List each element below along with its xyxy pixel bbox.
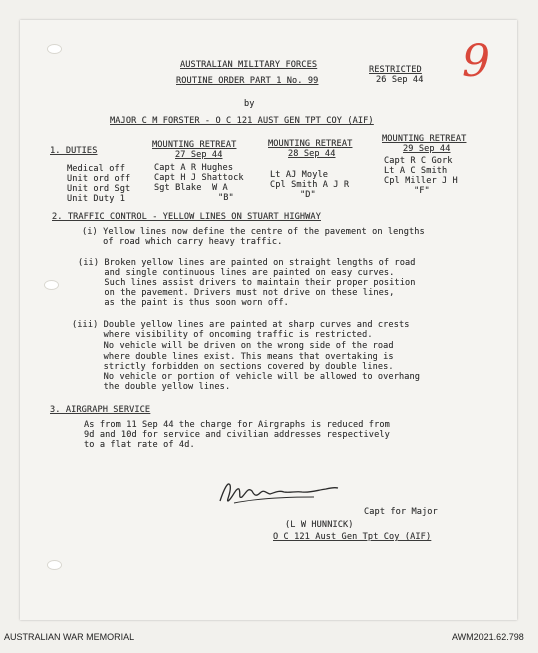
traffic-para-line: strictly forbidden on sections covered by double lines. (72, 362, 394, 372)
airgraph-line: to a flat rate of 4d. (84, 440, 195, 450)
airgraph-heading: 3. AIRGRAPH SERVICE (50, 405, 151, 415)
traffic-para-line: Such lines assist drivers to maintain their proper position (78, 278, 416, 288)
duty-name: Cpl Miller J H (384, 176, 458, 186)
duty-role: Unit ord Sgt (67, 184, 131, 194)
traffic-para-line: as the paint is thus soon worn off. (78, 298, 289, 308)
duty-column-date: 27 Sep 44 (175, 150, 223, 160)
traffic-para-line: on the pavement. Drivers must not drive on these lines, (78, 288, 395, 298)
routine-order-number: ROUTINE ORDER PART 1 No. 99 (176, 76, 319, 86)
document-title: AUSTRALIAN MILITARY FORCES (180, 60, 318, 70)
duty-role: Unit ord off (67, 174, 131, 184)
punch-hole-bottom (47, 560, 62, 570)
catalogue-number: AWM2021.62.798 (452, 632, 524, 642)
duty-column-title: MOUNTING RETREAT (268, 139, 353, 149)
duty-name: Cpl Smith A J R (270, 180, 350, 190)
duty-group: "F" (414, 186, 430, 196)
traffic-para-line: (i) Yellow lines now define the centre of the pavement on lengths (82, 227, 425, 237)
duty-name: Capt R C Gork (384, 156, 453, 166)
airgraph-line: As from 11 Sep 44 the charge for Airgraphs is reduced from (84, 420, 390, 430)
restricted-label: RESTRICTED (369, 65, 422, 75)
airgraph-line: 9d and 10d for service and civilian addresses respectively (84, 430, 390, 440)
traffic-para-line: (ii) Broken yellow lines are painted on straight lengths of road (78, 258, 416, 268)
duty-role: Medical off (67, 164, 126, 174)
duty-column-date: 29 Sep 44 (403, 144, 451, 154)
signatory-capacity: Capt for Major (364, 507, 438, 517)
order-date: 26 Sep 44 (376, 75, 424, 85)
handwritten-page-number: 9 (462, 36, 490, 87)
duty-role: Unit Duty 1 (67, 194, 126, 204)
duty-column-title: MOUNTING RETREAT (152, 140, 237, 150)
duty-name: Lt AJ Moyle (270, 170, 329, 180)
institution-credit: AUSTRALIAN WAR MEMORIAL (4, 632, 135, 642)
issuing-officer: MAJOR C M FORSTER - O C 121 AUST GEN TPT COY (AIF) (110, 116, 374, 126)
traffic-para-line: (iii) Double yellow lines are painted at sharp curves and crests (72, 320, 410, 330)
duty-group: "D" (300, 190, 316, 200)
duty-name: Lt A C Smith (384, 166, 448, 176)
handwritten-signature (214, 475, 344, 509)
duty-name: Sgt Blake W A (154, 183, 228, 193)
traffic-heading: 2. TRAFFIC CONTROL - YELLOW LINES ON STUART HIGHWAY (52, 212, 321, 222)
signatory-unit: O C 121 Aust Gen Tpt Coy (AIF) (273, 532, 432, 542)
duty-name: Capt A R Hughes (154, 163, 234, 173)
traffic-para-line: of road which carry heavy traffic. (82, 237, 283, 247)
duty-column-title: MOUNTING RETREAT (382, 134, 467, 144)
traffic-para-line: where double lines exist. This means that overtaking is (72, 352, 394, 362)
traffic-para-line: the double yellow lines. (72, 382, 231, 392)
traffic-para-line: No vehicle or portion of vehicle will be allowed to overhang (72, 372, 421, 382)
duty-group: "B" (218, 193, 234, 203)
traffic-para-line: and single continuous lines are painted on easy curves. (78, 268, 395, 278)
duties-heading: 1. DUTIES (50, 146, 98, 156)
duty-column-date: 28 Sep 44 (288, 149, 336, 159)
traffic-para-line: where visibility of oncoming traffic is restricted. (72, 330, 373, 340)
punch-hole-middle (44, 280, 59, 290)
punch-hole-top (47, 44, 62, 54)
signatory-name: (L W HUNNICK) (285, 520, 354, 530)
by-label: by (244, 99, 255, 109)
traffic-para-line: No vehicle will be driven on the wrong side of the road (72, 341, 394, 351)
duty-name: Capt H J Shattock (154, 173, 244, 183)
